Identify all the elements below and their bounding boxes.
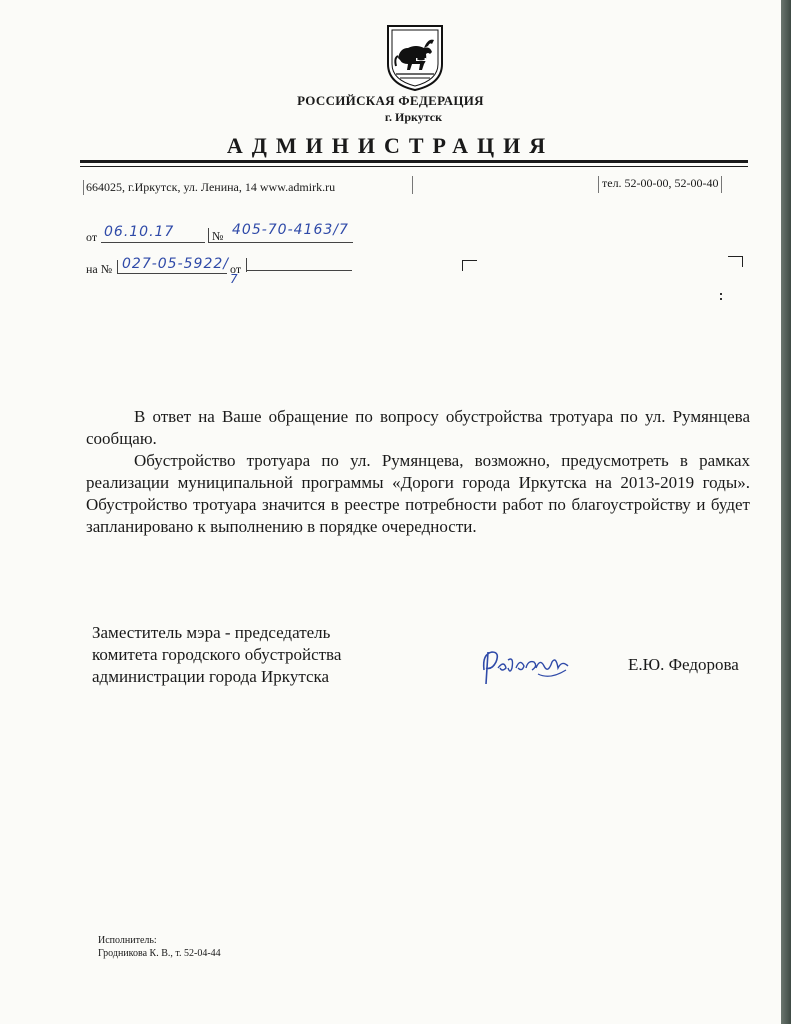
date-label: от <box>86 230 98 244</box>
body-paragraph-1: В ответ на Ваше обращение по вопросу обустройства тротуара по ул. Румянцева сообщаю. <box>86 407 750 448</box>
executor-details: Гродникова К. В., т. 52-04-44 <box>98 948 221 959</box>
country-heading: РОССИЙСКАЯ ФЕДЕРАЦИЯ <box>297 93 484 108</box>
reply-number-label: на № <box>86 262 113 276</box>
number-box-edge <box>208 228 209 242</box>
reply-box-edge <box>117 260 118 274</box>
reply-number-underline <box>117 273 227 274</box>
body-paragraph-2: Обустройство тротуара по ул. Румянцева, возможно, предусмотреть в рамках реализации муниципальной программы «Дороги города Иркутска на 2013-2019 годы». Обустройство тротуара значится в реестре потребности работ по благоустройству и будет запланировано к выполнению в порядке очередности. <box>86 451 750 536</box>
handwritten-signature <box>478 640 578 690</box>
signatory-title-line: комитета городского обустройства <box>92 645 342 664</box>
number-underline <box>208 242 353 243</box>
reply-number-value: 027-05-5922/ <box>122 256 229 272</box>
executor-label: Исполнитель: <box>98 935 157 946</box>
address-divider <box>412 176 413 194</box>
signatory-name: Е.Ю. Федорова <box>628 655 739 674</box>
header-rule-thin <box>80 166 748 167</box>
reply-date-underline <box>246 270 352 271</box>
letter-body <box>86 406 750 538</box>
date-value: 06.10.17 <box>104 224 175 240</box>
number-label: № <box>212 229 224 243</box>
address-corner-left <box>462 260 477 271</box>
scan-speck <box>720 293 722 295</box>
city-heading: г. Иркутск <box>384 110 443 124</box>
irkutsk-coat-of-arms-icon <box>386 24 444 92</box>
address-line: 664025, г.Иркутск, ул. Ленина, 14 www.admirk.ru <box>83 180 335 195</box>
signatory-title <box>92 622 341 688</box>
header-rule-thick <box>80 160 748 163</box>
scan-edge <box>781 0 791 1024</box>
date-underline <box>101 242 205 243</box>
address-corner-right <box>728 256 743 267</box>
phone-line: тел. 52-00-00, 52-00-40 <box>598 176 722 193</box>
reply-date-label: от <box>230 262 242 276</box>
scan-speck <box>720 298 722 300</box>
reply-suffix: 7 <box>230 272 239 286</box>
signatory-title-line: администрации города Иркутска <box>92 667 330 686</box>
organization-title: АДМИНИСТРАЦИЯ <box>226 133 555 158</box>
executor-info <box>98 934 221 960</box>
number-value: 405-70-4163/7 <box>232 222 349 238</box>
signatory-title-line: Заместитель мэра - председатель <box>92 623 331 642</box>
